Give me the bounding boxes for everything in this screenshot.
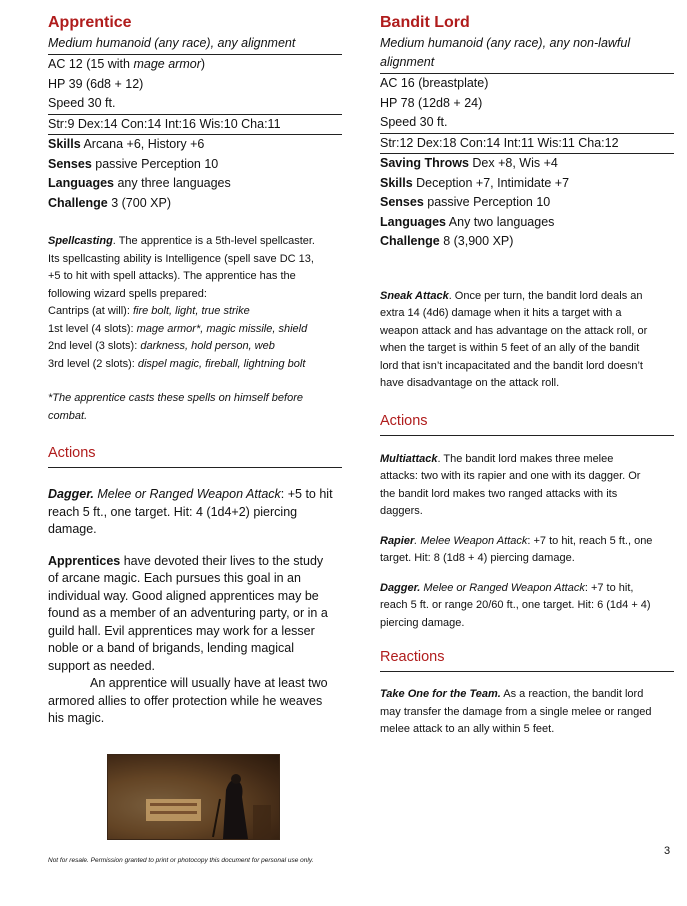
spell-note: *The apprentice casts these spells on himself before combat.: [48, 392, 303, 422]
sneak-attack-trait: Sneak Attack. Once per turn, the bandit lord deals an extra 14 (4d6) damage when it hits a target with a weapon attack and has advantage on the attack roll, or when the target is within 5 feet of an ally of the bandit lord that isn’t incapacitated and the bandit lord doesn’t have disadvantage on the attack roll.: [380, 289, 648, 389]
spell-level-3: 3rd level (2 slots): dispel magic, fireball, lightning bolt: [48, 357, 306, 370]
apprentice-senses: Senses passive Perception 10: [48, 156, 219, 171]
bandit-lord-speed: Speed 30 ft.: [380, 115, 448, 129]
actions-heading: Actions: [380, 410, 674, 436]
spell-level-1: 1st level (4 slots): mage armor*, magic missile, shield: [48, 322, 308, 335]
apprentice-skills: Skills Arcana +6, History +6: [48, 137, 205, 151]
apprentice-challenge: Challenge 3 (700 XP): [48, 195, 171, 210]
bandit-lord-saves: Saving Throws Dex +8, Wis +4: [380, 156, 558, 170]
bandit-lord-ac: AC 16 (breastplate): [380, 76, 489, 90]
bandit-lord-hp: HP 78 (12d8 + 24): [380, 95, 483, 110]
reactions-heading: Reactions: [380, 646, 674, 672]
page-number: 3: [664, 845, 671, 857]
apprentice-speed: Speed 30 ft.: [48, 96, 116, 110]
take-one-for-the-team-reaction: Take One for the Team. As a reaction, the bandit lord may transfer the damage from a single melee or ranged melee attack to an ally within 5 feet.: [380, 688, 652, 735]
bandit-lord-type: Medium humanoid (any race), any non-lawful alignment: [380, 36, 631, 69]
bandit-lord-senses: Senses passive Perception 10: [380, 195, 551, 209]
apprentice-ac: AC 12 (15 with mage armor): [48, 57, 206, 71]
bandit-lord-title: Bandit Lord: [380, 14, 470, 31]
spell-level-2: 2nd level (3 slots): darkness, hold person, web: [48, 340, 275, 352]
apprentice-title: Apprentice: [48, 14, 132, 31]
dagger-action: Dagger. Melee or Ranged Weapon Attack: +7 to hit, reach 5 ft. or range 20/60 ft., one target. Hit: 6 (1d4 + 4) piercing damage.: [380, 581, 651, 629]
bandit-lord-skills: Skills Deception +7, Intimidate +7: [380, 175, 570, 190]
bandit-lord-challenge: Challenge 8 (3,900 XP): [380, 234, 514, 248]
spell-level-cantrips: Cantrips (at will): fire bolt, light, true strike: [48, 305, 250, 317]
apprentice-statblock: [48, 12, 342, 728]
bandit-lord-statblock: [380, 12, 674, 739]
bandit-lord-abilities: Str:12 Dex:18 Con:14 Int:11 Wis:11 Cha:12: [380, 135, 619, 150]
apprentice-abilities: Str:9 Dex:14 Con:14 Int:16 Wis:10 Cha:11: [48, 116, 281, 131]
multiattack-action: Multiattack. The bandit lord makes three melee attacks: two with its rapier and one with its dagger. Or the bandit lord makes two ranged attacks with its daggers.: [380, 452, 641, 517]
actions-heading: Actions: [48, 442, 342, 468]
apprentice-illustration: [107, 754, 280, 840]
apprentice-lore: Apprentices have devoted their lives to the study of arcane magic. Each pursues this goal in an individual way. Good aligned apprentices may be found as a member of an adventuring party, or in a guild hall. Evil apprentices may work for a lesser noble or a band of brigands, lending magical support as needed. An apprentice will usually have at least two armored allies to offer protection while he weaves his magic.: [48, 553, 328, 725]
dagger-action: Dagger. Melee or Ranged Weapon Attack: +5 to hit reach 5 ft., one target. Hit: 4 (1d4+2) piercing damage.: [48, 487, 333, 536]
rapier-action: Rapier. Melee Weapon Attack: +7 to hit, reach 5 ft., one target. Hit: 8 (1d8 + 4) piercing damage.: [380, 534, 653, 564]
apprentice-type: Medium humanoid (any race), any alignment: [48, 36, 296, 50]
apprentice-hp: HP 39 (6d8 + 12): [48, 76, 144, 91]
apprentice-languages: Languages any three languages: [48, 176, 231, 190]
spellcasting-trait: Spellcasting. The apprentice is a 5th-level spellcaster. Its spellcasting ability is Intelligence (spell save DC 13, +5 to hit with spell attacks). The apprentice has the following wizard spells prepared: Cantrips (at will): fire bolt, light, true strike 1st level (4 slots): mage armor*, magic missile, shield 2nd level (3 slots): darkness, hold person, web 3rd level (2 slots): dispel magic, fireball, lightning bolt: [48, 233, 342, 373]
footer-notice: Not for resale. Permission granted to print or photocopy this document for personal use only.: [48, 857, 314, 864]
bandit-lord-languages: Languages Any two languages: [380, 214, 555, 229]
